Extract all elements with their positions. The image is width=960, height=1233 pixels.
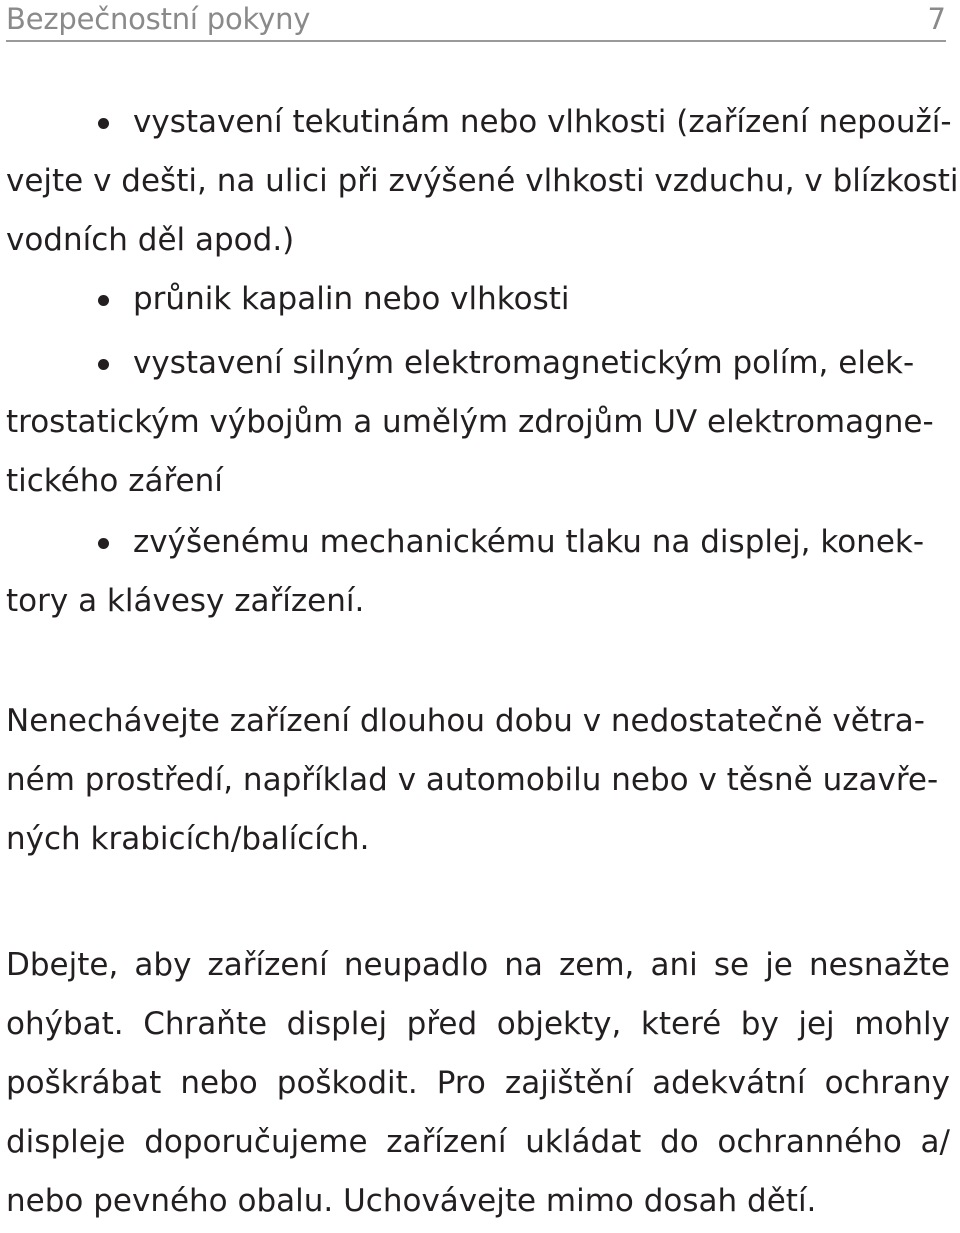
paragraph-line: ném prostředí, například v automobilu nebo v těsně uzavře- bbox=[6, 762, 939, 798]
paragraph-ventilation bbox=[6, 692, 950, 869]
paragraph-line: Nenechávejte zařízení dlouhou dobu v nedostatečně větra- bbox=[6, 703, 925, 739]
paragraph-line: poškrábat nebo poškodit. Pro zajištění adekvátní ochrany bbox=[6, 1065, 950, 1101]
bullet-line: vodních děl apod.) bbox=[6, 222, 295, 258]
bullet-item bbox=[6, 334, 950, 511]
bullet-line: trostatickým výbojům a umělým zdrojům UV elektromagne- bbox=[6, 404, 934, 440]
bullet-line: vystavení silným elektromagnetickým polím, elek- bbox=[6, 334, 950, 393]
paragraph-line: ohýbat. Chraňte displej před objekty, které by jej mohly bbox=[6, 1006, 950, 1042]
bullet-line: zvýšenému mechanickému tlaku na displej, konek- bbox=[6, 513, 950, 572]
bullet-item bbox=[6, 93, 959, 270]
page-number: 7 bbox=[927, 2, 946, 36]
bullet-line: průnik kapalin nebo vlhkosti bbox=[6, 270, 950, 329]
bullet-line: tory a klávesy zařízení. bbox=[6, 583, 365, 619]
bullet-line: vejte v dešti, na ulici při zvýšené vlhkosti vzduchu, v blízkosti bbox=[6, 163, 959, 199]
page-header bbox=[6, 0, 946, 42]
paragraph-handling bbox=[6, 936, 950, 1231]
bullet-line: tického záření bbox=[6, 463, 223, 499]
paragraph-line: displeje doporučujeme zařízení ukládat do ochranného a/ bbox=[6, 1124, 950, 1160]
paragraph-line: Dbejte, aby zařízení neupadlo na zem, ani se je nesnažte bbox=[6, 947, 950, 983]
bullet-item bbox=[6, 270, 950, 329]
bullet-line: vystavení tekutinám nebo vlhkosti (zařízení nepouží- bbox=[6, 93, 950, 152]
paragraph-line: ných krabicích/balících. bbox=[6, 821, 370, 857]
bullet-item bbox=[6, 513, 950, 631]
section-title: Bezpečnostní pokyny bbox=[6, 2, 311, 36]
paragraph-line: nebo pevného obalu. Uchovávejte mimo dosah dětí. bbox=[6, 1183, 817, 1219]
